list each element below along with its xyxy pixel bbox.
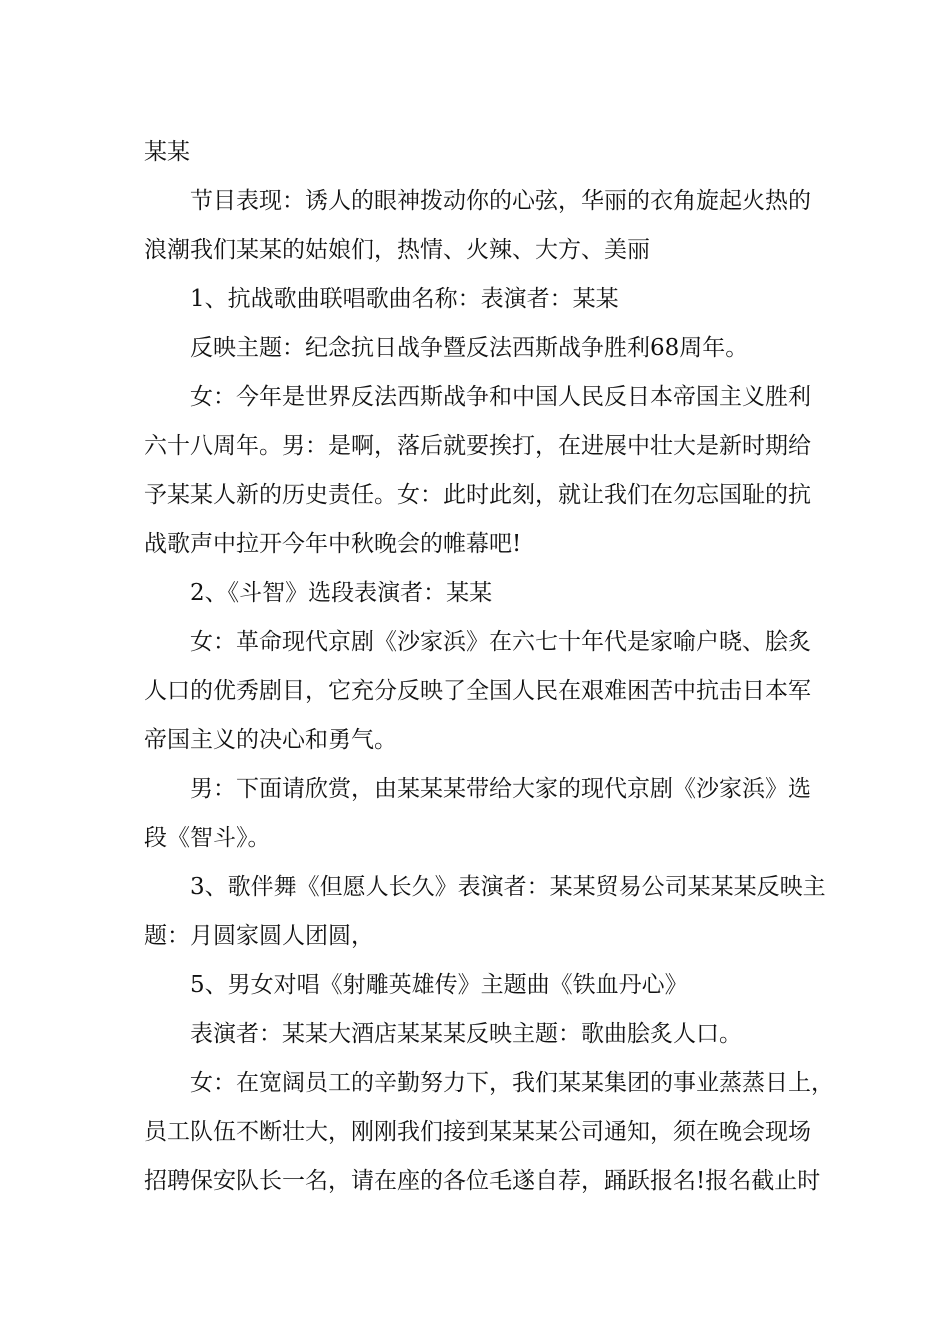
text-line: 女：革命现代京剧《沙家浜》在六七十年代是家喻户晓、脍炙 [190,629,811,655]
text-line: 2、《斗智》选段表演者：某某 [190,580,493,606]
text-line: 3、歌伴舞《但愿人长久》表演者：某某贸易公司某某某反映主 [190,874,826,900]
text-line: 男：下面请欣赏，由某某某带给大家的现代京剧《沙家浜》选 [190,776,811,802]
text-line: 六十八周年。男：是啊，落后就要挨打，在进展中壮大是新时期给 [144,433,811,459]
text-line: 战歌声中拉开今年中秋晚会的帷幕吧! [144,531,522,557]
text-line: 帝国主义的决心和勇气。 [144,727,397,753]
text-line: 招聘保安队长一名，请在座的各位毛遂自荐，踊跃报名!报名截止时 [144,1168,821,1194]
text-line: 员工队伍不断壮大，刚刚我们接到某某某公司通知，须在晚会现场 [144,1119,811,1145]
text-line: 浪潮我们某某的姑娘们，热情、火辣、大方、美丽 [144,237,650,263]
text-line: 段《智斗》。 [144,825,271,851]
text-line: 节目表现：诱人的眼神拨动你的心弦，华丽的衣角旋起火热的 [190,188,811,214]
text-line: 5、男女对唱《射雕英雄传》主题曲《铁血丹心》 [190,972,688,998]
text-line: 某某 [144,139,190,165]
text-line: 1、抗战歌曲联唱歌曲名称：表演者：某某 [190,286,619,312]
text-line: 反映主题：纪念抗日战争暨反法西斯战争胜利68周年。 [190,335,749,361]
text-line: 女：今年是世界反法西斯战争和中国人民反日本帝国主义胜利 [190,384,811,410]
text-line: 题：月圆家圆人团圆， [144,923,374,949]
document-body [144,128,834,1206]
text-line: 人口的优秀剧目，它充分反映了全国人民在艰难困苦中抗击日本军 [144,678,811,704]
text-line: 予某某人新的历史责任。女：此时此刻，就让我们在勿忘国耻的抗 [144,482,811,508]
text-line: 表演者：某某大酒店某某某反映主题：歌曲脍炙人口。 [190,1021,742,1047]
text-line: 女：在宽阔员工的辛勤努力下，我们某某集团的事业蒸蒸日上， [190,1070,834,1096]
